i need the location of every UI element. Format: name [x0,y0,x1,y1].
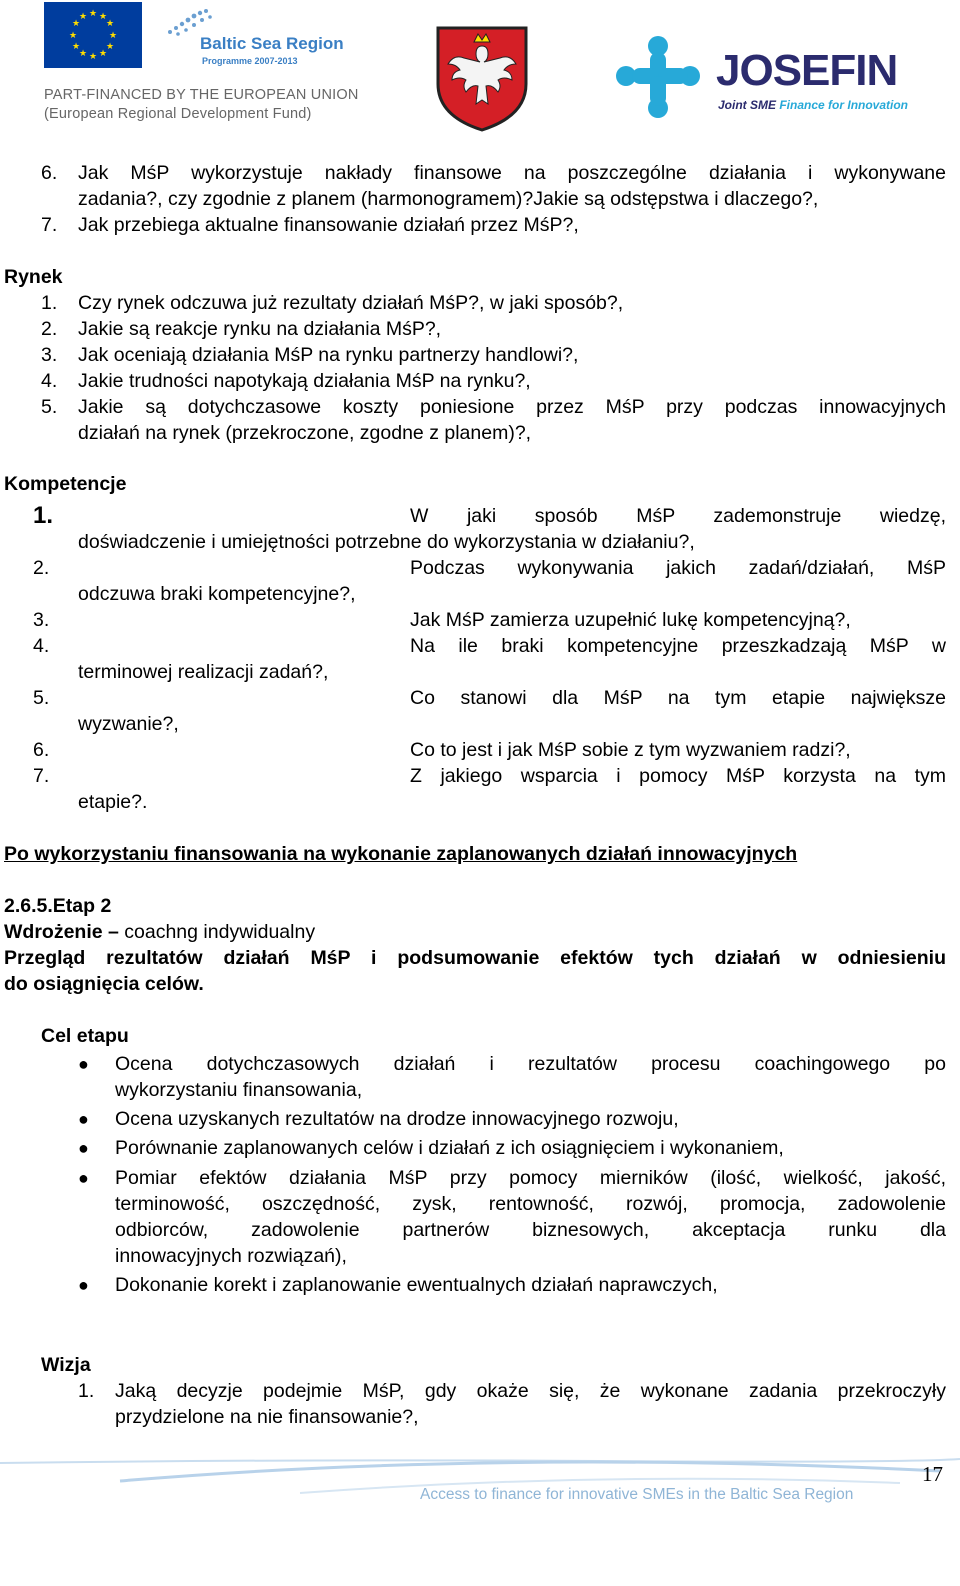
wizja-item-1-line1: Jaką decyzje podejmie MśP, gdy okaże się, że wykonane zadania przekroczyły [115,1380,946,1402]
top-item-7-line1: Jak przebiega aktualne finansowanie działań przez MśP?, [78,214,579,236]
section-underlined-heading: Po wykorzystaniu finansowania na wykonanie zaplanowanych działań innowacyjnych [4,843,798,865]
svg-text:★: ★ [71,19,81,29]
eagle-shield-icon [434,24,530,132]
cel-etapu-heading: Cel etapu [41,1025,129,1047]
rynek-item-5-line2: działań na rynek (przekroczone, zgodne z planem)?, [78,422,532,444]
przeglad-line1: Przegląd rezultatów działań MśP i podsumowanie efektów tych działań w odniesieniu [4,947,946,969]
komp-item-3-num: 3. [33,609,50,631]
komp-item-5-line2: wyzwanie?, [78,713,179,735]
komp-item-4-line2: terminowej realizacji zadań?, [78,661,329,683]
svg-text:★: ★ [78,12,88,22]
rynek-item-5-num: 5. [41,396,58,418]
rynek-item-2: Jakie są reakcje rynku na działania MśP?, [78,318,442,340]
footer-text: Access to finance for innovative SMEs in the Baltic Sea Region [420,1486,854,1503]
top-item-6-num: 6. [41,162,58,184]
page-number: 17 [922,1462,943,1486]
wizja-item-1-line2: przydzielone na nie finansowanie?, [115,1406,419,1428]
svg-text:★: ★ [88,9,98,19]
komp-item-7-line2: etapie?. [78,791,148,813]
wdrozenie-line [4,919,315,945]
komp-item-1-num: 1. [33,502,54,529]
josefin-tagline [718,98,908,112]
eu-flag-logo [44,2,142,68]
rynek-heading: Rynek [4,266,63,288]
kompetencje-heading: Kompetencje [4,473,127,495]
cel-bullet-5-line1: Dokonanie korekt i zaplanowanie ewentualnych działań naprawczych, [115,1274,718,1296]
bullet-dot-icon: ● [78,1275,89,1295]
svg-text:★: ★ [105,42,115,52]
wizja-heading: Wizja [41,1354,91,1376]
rynek-item-1: Czy rynek odczuwa już rezultaty działań MśP?, w jaki sposób?, [78,292,624,314]
rynek-item-3: Jak oceniają działania MśP na rynku partnerzy handlowi?, [78,344,579,366]
rynek-item-5-line1: Jakie są dotychczasowe koszty poniesione przez MśP przy podczas innowacyjnych [78,396,946,418]
bullet-dot-icon: ● [78,1109,89,1129]
bullet-dot-icon: ● [78,1138,89,1158]
etap-heading: 2.6.5.Etap 2 [4,895,112,917]
top-item-6-line2: zadania?, czy zgodnie z planem (harmonogramem)?Jakie są odstępstwa i dlaczego?, [78,188,819,210]
baltic-sea-region-logo [160,2,350,68]
eu-caption-line1: PART-FINANCED BY THE EUROPEAN UNION [44,87,359,103]
cel-bullet-4-line2: terminowość, oszczędność, zysk, rentowność, rozwój, promocja, zadowolenie [115,1193,946,1215]
josefin-tagline-part1: Joint SME [718,98,780,112]
cel-bullet-4-line1: Pomiar efektów działania MśP przy pomocy mierników (ilość, wielkość, jakość, [115,1167,946,1189]
josefin-tagline-part2: Finance for Innovation [779,98,909,112]
wdrozenie-label: Wdrożenie – [4,921,119,943]
komp-item-4-num: 4. [33,635,50,657]
eu-caption [44,86,359,124]
rynek-item-1-num: 1. [41,292,58,314]
komp-item-7-line1: Z jakiego wsparcia i pomocy MśP korzysta na tym [410,765,946,787]
komp-item-1-line2: doświadczenie i umiejętności potrzebne do wykorzystania w działaniu?, [78,531,695,553]
komp-item-2-num: 2. [33,557,50,579]
cel-bullet-4-line4: innowacyjnych rozwiązań), [115,1245,347,1267]
bullet-dot-icon: ● [78,1168,89,1188]
cel-bullet-3-line1: Porównanie zaplanowanych celów i działań z ich osiągnięciem i wykonaniem, [115,1137,784,1159]
top-item-7-num: 7. [41,214,58,236]
svg-text:★: ★ [98,49,108,59]
wizja-item-1-num: 1. [78,1380,95,1402]
cel-bullet-2-line1: Ocena uzyskanych rezultatów na drodze innowacyjnego rozwoju, [115,1108,679,1130]
svg-text:★: ★ [98,12,108,22]
komp-item-6-num: 6. [33,739,50,761]
wdrozenie-text: coachng indywidualny [118,921,316,943]
wielkopolska-crest-logo [434,24,530,132]
komp-item-3-line1: Jak MśP zamierza uzupełnić lukę kompetencyjną?, [410,609,851,631]
cel-bullet-1-line1: Ocena dotychczasowych działań i rezultatów procesu coachingowego po [115,1053,946,1075]
cel-bullet-4-line3: odbiorców, zadowolenie partnerów biznesowych, akceptacja runku dla [115,1219,946,1241]
josefin-logo [612,32,912,122]
bsr-program: Programme 2007-2013 [202,56,298,66]
josefin-puzzle-icon [612,32,708,122]
eu-stars-icon [44,2,142,68]
svg-text:★: ★ [68,31,78,41]
rynek-item-4: Jakie trudności napotykają działania MśP na rynku?, [78,370,531,392]
svg-text:★: ★ [105,19,115,29]
komp-item-1-line1: W jaki sposób MśP zademonstruje wiedzę, [410,505,946,527]
komp-item-2-line2: odczuwa braki kompetencyjne?, [78,583,356,605]
komp-item-5-line1: Co stanowi dla MśP na tym etapie największe [410,687,946,709]
svg-text:★: ★ [108,31,118,41]
bsr-name: Baltic Sea Region [200,34,344,53]
svg-text:★: ★ [78,49,88,59]
cel-bullet-1-line2: wykorzystaniu finansowania, [115,1079,363,1101]
komp-item-6-line1: Co to jest i jak MśP sobie z tym wyzwaniem radzi?, [410,739,851,761]
bullet-dot-icon: ● [78,1054,89,1074]
rynek-item-3-num: 3. [41,344,58,366]
komp-item-2-line1: Podczas wykonywania jakich zadań/działań, MśP [410,557,946,579]
svg-text:★: ★ [71,42,81,52]
komp-item-4-line1: Na ile braki kompetencyjne przeszkadzają MśP w [410,635,946,657]
komp-item-7-num: 7. [33,765,50,787]
rynek-item-2-num: 2. [41,318,58,340]
svg-text:★: ★ [88,52,98,62]
josefin-name: JOSEFIN [716,46,898,95]
eu-caption-line2: (European Regional Development Fund) [44,106,312,122]
komp-item-5-num: 5. [33,687,50,709]
rynek-item-4-num: 4. [41,370,58,392]
przeglad-line2: do osiągnięcia celów. [4,973,204,995]
top-item-6-line1: Jak MśP wykorzystuje nakłady finansowe na poszczególne działania i wykonywane [78,162,946,184]
